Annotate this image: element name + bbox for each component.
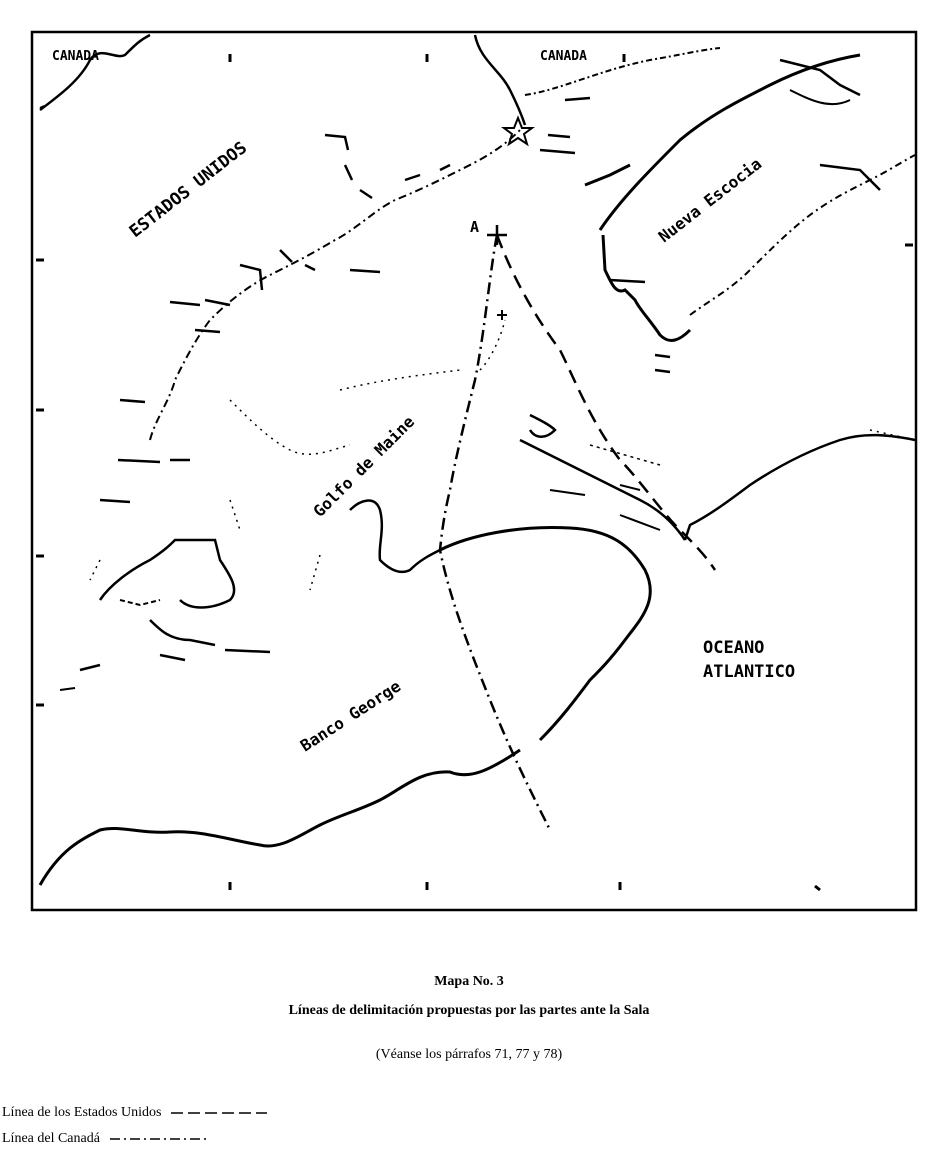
cross-marker [497,310,507,320]
cape-breton-inner [790,90,850,104]
map-note: (Véanse los párrafos 71, 77 y 78) [375,1047,563,1062]
maine-islands [100,98,590,502]
legend-us-label: Línea de los Estados Unidos [2,1105,162,1120]
border-northwest [40,35,150,110]
border-north [475,35,525,125]
label-atlantico: ATLANTICO [703,662,796,682]
map-number: Mapa No. 3 [434,974,504,989]
digby-mark [610,280,645,282]
coast-dashes [120,600,160,605]
nova-scotia-north-coast [600,55,860,230]
rhode-island-coast [80,665,100,670]
map-title: Líneas de delimitación propuestas por las partes ante la Sala [288,1003,650,1018]
label-banco-george: Banco George [296,676,405,756]
continental-shelf [40,750,520,885]
label-canada-east: CANADA [540,49,587,64]
label-golfo-de-maine: Golfo de Maine [309,412,419,521]
legend-canada-line [2,1131,206,1147]
inner-shoal [350,501,440,572]
scotian-shelf-edge [685,435,915,540]
small-island [160,655,185,660]
point-a-marker [487,225,507,245]
label-point-a: A [470,218,480,236]
legend-us-line [2,1105,267,1121]
label-estados-unidos: ESTADOS UNIDOS [125,137,251,242]
map-border [32,32,916,910]
bank-dots [590,445,660,465]
coast-stub [60,688,75,690]
marthas-vineyard [225,650,270,652]
bank-mark [550,490,585,495]
nova-scotia-west-coast [603,235,690,340]
nantucket-island [150,620,215,645]
channel-mark [620,515,660,530]
yarmouth-mark [655,355,670,357]
label-canada-west: CANADA [52,49,99,64]
label-nueva-escocia: Nueva Escocia [654,154,766,247]
us-line [497,235,715,570]
shelf-mark [620,485,640,490]
nova-scotia-inlet [820,165,880,190]
legend-canada-label: Línea del Canadá [2,1131,100,1146]
legend-canada-swatch [110,1135,206,1143]
browns-bank [520,440,685,540]
label-oceano: OCEANO [703,638,765,658]
bathymetry [90,320,915,590]
frame-ticks [36,54,913,890]
legend-us-swatch [171,1109,267,1117]
minas-basin [585,165,630,185]
browns-bank-hook [530,415,555,437]
georges-bank-outline [440,527,650,740]
yarmouth-mark-2 [655,370,670,372]
massachusetts-coast [100,540,234,608]
